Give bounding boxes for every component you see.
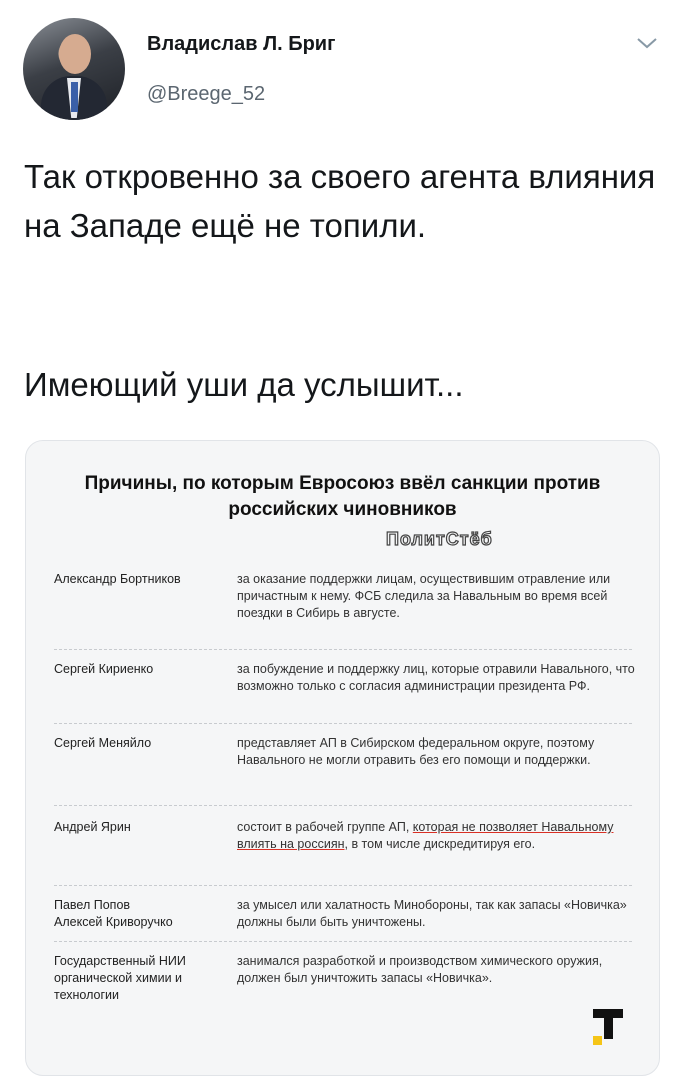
row-divider: [54, 723, 632, 724]
row-divider: [54, 885, 632, 886]
user-handle[interactable]: @Breege_52: [147, 83, 266, 105]
row-name: Павел Попов Алексей Криворучко: [54, 898, 173, 929]
row-divider: [54, 941, 632, 942]
desc-part: , в том числе дискредитируя его.: [344, 837, 536, 851]
row-name: Александр Бортников: [54, 572, 181, 586]
tweet-text-second-paragraph: Имеющий уши да услышит...: [24, 366, 464, 403]
user-avatar[interactable]: [23, 18, 125, 120]
row-name: Сергей Меняйло: [54, 736, 152, 750]
row-description: за умысел или халатность Минобороны, так как запасы «Новичка» должны были быть уничтожены.: [237, 898, 627, 929]
desc-underlined: которая не позволяет Навальному влиять на россиян: [237, 820, 614, 851]
watermark-text: ПолитСтёб: [386, 529, 493, 549]
row-description: за побуждение и поддержку лиц, которые отравили Навального, что возможно только с согласия администрации президента РФ.: [237, 662, 635, 693]
row-description: занимался разработкой и производством химического оружия, должен был уничтожить запасы «Новичка».: [237, 954, 603, 985]
row-description: представляет АП в Сибирском федеральном округе, поэтому Навального не могли отравить без его помощи и поддержки.: [237, 736, 595, 767]
row-name: Сергей Кириенко: [54, 662, 154, 676]
card-title: Причины, по которым Евросоюз ввёл санкции против российских чиновников: [84, 473, 601, 520]
row-description: за оказание поддержки лицам, осуществившим отравление или причастным к нему. ФСБ следила за Навальным во время всей поездки в Сибирь в августе.: [237, 572, 611, 620]
user-display-name[interactable]: Владислав Л. Бриг: [147, 33, 336, 55]
tweet-text: Так откровенно за своего агента влияния на Западе ещё не топили.: [24, 158, 656, 244]
row-divider: [54, 805, 632, 806]
row-description: [237, 819, 642, 853]
tj-logo-icon: [593, 1009, 623, 1045]
chevron-down-icon[interactable]: [636, 36, 658, 50]
row-divider: [54, 649, 632, 650]
tweet-header: [0, 0, 683, 130]
row-name: Государственный НИИ органической химии и технологии: [54, 954, 186, 1002]
desc-part: состоит в рабочей группе АП,: [237, 820, 413, 834]
row-name: Андрей Ярин: [54, 820, 131, 834]
attached-image-card[interactable]: [25, 440, 660, 1076]
